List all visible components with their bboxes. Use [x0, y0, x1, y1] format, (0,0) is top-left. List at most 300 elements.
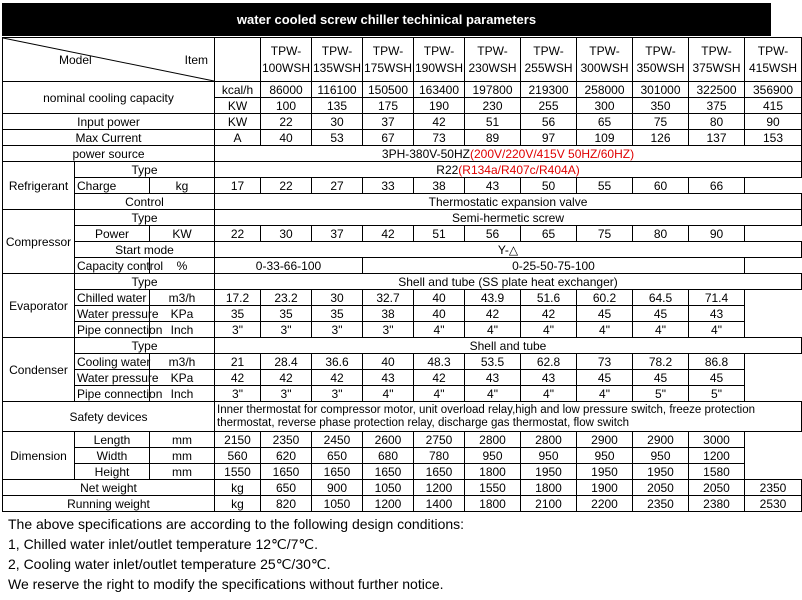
value-cell: 135: [312, 98, 363, 114]
value-cell: 23.2: [261, 290, 312, 306]
value-cell: 86.8: [689, 354, 745, 370]
unit-cell: kg: [215, 496, 261, 512]
span-value: 0-25-50-75-100: [363, 258, 745, 274]
value-cell: 1550: [215, 464, 261, 480]
value-cell: 2600: [363, 432, 414, 448]
design-notes: [8, 514, 464, 594]
value-cell: 75: [577, 226, 633, 242]
value-cell: 27: [312, 178, 363, 194]
safety-devices-value: Inner thermostat for compressor motor, unit overload relay,high and low pressure switch, freeze protection thermostat, reverse phase protection relay, discharge gas thermostat, flow switch: [215, 402, 802, 432]
span-value: 0-33-66-100: [215, 258, 363, 274]
value-cell: 126: [633, 130, 689, 146]
spec-table: [2, 37, 802, 512]
group-label: Refrigerant: [3, 162, 75, 210]
value-cell: 5": [633, 386, 689, 402]
value-cell: 30: [312, 290, 363, 306]
value-cell: 1050: [312, 496, 363, 512]
model-header-cell: [414, 38, 465, 82]
table-row: [3, 178, 802, 194]
value-cell: 2800: [521, 432, 577, 448]
value-cell: 4": [465, 322, 521, 338]
unit-cell: mm: [150, 464, 215, 480]
model-header-cell: [577, 38, 633, 82]
value-cell: 45: [577, 306, 633, 322]
value-cell: 3000: [689, 432, 745, 448]
model-prefix: TPW-: [645, 43, 676, 58]
table-row: [3, 82, 802, 98]
table-row: [3, 274, 802, 290]
value-cell: 415: [745, 98, 802, 114]
table-row: [3, 402, 802, 432]
value-cell: 4": [465, 386, 521, 402]
value-cell: 197800: [465, 82, 521, 98]
value-cell: 22: [215, 226, 261, 242]
value-cell: 3": [312, 322, 363, 338]
value-cell: 36.6: [312, 354, 363, 370]
value-cell: 42: [312, 370, 363, 386]
model-code: 300WSH: [580, 60, 629, 75]
value-cell: 680: [363, 448, 414, 464]
value-cell: 90: [689, 226, 745, 242]
value-cell: 300: [577, 98, 633, 114]
value-cell: 42: [465, 306, 521, 322]
row-label: Width: [75, 448, 150, 464]
value-cell: 1550: [465, 480, 521, 496]
unit-cell: %: [150, 258, 215, 274]
model-prefix: TPW-: [270, 43, 302, 58]
value-cell: 80: [633, 226, 689, 242]
value-cell: 950: [521, 448, 577, 464]
value-cell: 28.4: [261, 354, 312, 370]
row-label: Input power: [3, 114, 215, 130]
value-cell: 116100: [312, 82, 363, 98]
value-cell: 22: [261, 178, 312, 194]
row-label: Type: [75, 338, 215, 354]
table-row: [3, 242, 802, 258]
unit-cell: KPa: [150, 370, 215, 386]
value-cell: 175: [363, 98, 414, 114]
value-cell: 3": [312, 386, 363, 402]
row-label: Cooling water: [75, 354, 150, 370]
value-cell: 71.4: [689, 290, 745, 306]
value-cell: 60: [633, 178, 689, 194]
value-cell: 53: [312, 130, 363, 146]
table-row: [3, 226, 802, 242]
value-cell: 560: [215, 448, 261, 464]
table-row: [3, 432, 802, 448]
value-cell: 100: [261, 98, 312, 114]
table-row: [3, 162, 802, 178]
value-cell: 4": [521, 386, 577, 402]
row-label: nominal cooling capacity: [3, 82, 215, 114]
value-cell: 1950: [633, 464, 689, 480]
value-cell: 2450: [312, 432, 363, 448]
value-cell: 55: [577, 178, 633, 194]
spec-table-body: [3, 38, 802, 512]
model-code: 255WSH: [524, 60, 573, 75]
table-row: [3, 496, 802, 512]
value-cell: 1200: [689, 448, 745, 464]
unit-cell: KW: [150, 226, 215, 242]
value-cell: 301000: [633, 82, 689, 98]
value-cell: 37: [312, 226, 363, 242]
model-prefix: TPW-: [423, 43, 455, 58]
value-cell: 50: [521, 178, 577, 194]
row-label: Type: [75, 162, 215, 178]
value-cell: 150500: [363, 82, 414, 98]
value-cell: 67: [363, 130, 414, 146]
value-cell: 4": [633, 322, 689, 338]
value-cell: 42: [414, 114, 465, 130]
value-cell: 190: [414, 98, 465, 114]
table-row: [3, 194, 802, 210]
value-cell: 1650: [414, 464, 465, 480]
model-code: 230WSH: [468, 60, 517, 75]
value-cell: 219300: [521, 82, 577, 98]
value-cell: 350: [633, 98, 689, 114]
span-value: Semi-hermetic screw: [215, 210, 802, 226]
model-header-cell: [363, 38, 414, 82]
span-value: Thermostatic expansion valve: [215, 194, 802, 210]
value-cell: 35: [261, 306, 312, 322]
spec-alternatives: (R134a/R407c/R404A): [458, 162, 580, 177]
table-row: [3, 448, 802, 464]
spec-main: R22: [436, 162, 459, 177]
value-cell: 40: [261, 130, 312, 146]
value-cell: 2050: [689, 480, 745, 496]
value-cell: 1650: [363, 464, 414, 480]
group-label: Compressor: [3, 210, 75, 274]
value-cell: 5": [689, 386, 745, 402]
row-label: Running weight: [3, 496, 215, 512]
unit-cell: kg: [215, 480, 261, 496]
value-cell: 42: [414, 370, 465, 386]
value-cell: 1900: [577, 480, 633, 496]
value-cell: 38: [414, 178, 465, 194]
value-cell: 43: [465, 178, 521, 194]
value-cell: 950: [465, 448, 521, 464]
note-line: The above specifications are according to the following design conditions:: [8, 516, 465, 532]
row-label: Length: [75, 432, 150, 448]
value-cell: 950: [633, 448, 689, 464]
value-cell: 17: [215, 178, 261, 194]
row-label: Start mode: [75, 242, 215, 258]
value-cell: 89: [465, 130, 521, 146]
model-header-cell: [521, 38, 577, 82]
value-cell: 51.6: [521, 290, 577, 306]
value-cell: 90: [745, 114, 802, 130]
row-label: power source: [3, 146, 215, 162]
value-cell: 4": [363, 386, 414, 402]
model-prefix: TPW-: [589, 43, 620, 58]
model-header-cell: [689, 38, 745, 82]
value-cell: 1950: [521, 464, 577, 480]
value-cell: 33: [363, 178, 414, 194]
row-label: Water pressure: [75, 370, 150, 386]
value-cell: 43.9: [465, 290, 521, 306]
value-cell: 2350: [261, 432, 312, 448]
value-cell: 32.7: [363, 290, 414, 306]
value-cell: 1650: [261, 464, 312, 480]
value-cell: 375: [689, 98, 745, 114]
power-source-value: [215, 146, 802, 162]
value-cell: 1800: [465, 496, 521, 512]
value-cell: 42: [215, 370, 261, 386]
row-label: Height: [75, 464, 150, 480]
table-row: [3, 322, 802, 338]
model-prefix: TPW-: [321, 43, 353, 58]
value-cell: 66: [689, 178, 745, 194]
value-cell: 950: [577, 448, 633, 464]
row-label: Net weight: [3, 480, 215, 496]
unit-cell: Inch: [150, 386, 215, 402]
value-cell: 45: [577, 370, 633, 386]
value-cell: 258000: [577, 82, 633, 98]
value-cell: 4": [414, 322, 465, 338]
unit-header: [215, 38, 261, 82]
unit-cell: mm: [150, 448, 215, 464]
value-cell: 356900: [745, 82, 802, 98]
unit-cell: mm: [150, 432, 215, 448]
model-prefix: TPW-: [477, 43, 508, 58]
value-cell: 75: [633, 114, 689, 130]
model-code: 175WSH: [364, 60, 413, 75]
model-item-header: [3, 38, 215, 82]
item-header-label: Item: [184, 53, 208, 67]
table-row: [3, 370, 802, 386]
model-header-cell: [465, 38, 521, 82]
model-header-cell: [633, 38, 689, 82]
table-row: [3, 290, 802, 306]
row-label: Pipe connection: [75, 322, 150, 338]
value-cell: 2380: [689, 496, 745, 512]
model-code: 190WSH: [415, 60, 464, 75]
value-cell: 109: [577, 130, 633, 146]
note-line: We reserve the right to modify the specifications without further notice.: [8, 576, 444, 592]
span-value: Shell and tube (SS plate heat exchanger): [215, 274, 802, 290]
group-label: Condenser: [3, 338, 75, 402]
value-cell: 60.2: [577, 290, 633, 306]
value-cell: 1400: [414, 496, 465, 512]
diagonal-divider: [3, 38, 214, 81]
unit-cell: Inch: [150, 322, 215, 338]
value-cell: 1800: [521, 480, 577, 496]
row-label: Charge: [75, 178, 150, 194]
row-label: Type: [75, 274, 215, 290]
value-cell: 42: [261, 370, 312, 386]
value-cell: 62.8: [521, 354, 577, 370]
row-label: Max Current: [3, 130, 215, 146]
row-label: Control: [75, 194, 215, 210]
model-header-label: Model: [59, 53, 92, 67]
spec-main: 3PH-380V-50HZ: [381, 146, 470, 161]
value-cell: 56: [521, 114, 577, 130]
unit-cell: kg: [150, 178, 215, 194]
unit-cell: A: [215, 130, 261, 146]
value-cell: 322500: [689, 82, 745, 98]
value-cell: 65: [577, 114, 633, 130]
value-cell: 780: [414, 448, 465, 464]
row-label: Safety devices: [3, 402, 215, 432]
table-row: [3, 338, 802, 354]
value-cell: 38: [363, 306, 414, 322]
model-code: 100WSH: [262, 60, 311, 75]
value-cell: 1050: [363, 480, 414, 496]
note-line: 2, Cooling water inlet/outlet temperature 25℃/30℃.: [8, 556, 331, 572]
table-row: [3, 386, 802, 402]
value-cell: 73: [414, 130, 465, 146]
model-code: 375WSH: [692, 60, 741, 75]
row-label: Type: [75, 210, 215, 226]
row-label: Chilled water: [75, 290, 150, 306]
table-row: [3, 258, 802, 274]
table-row: [3, 464, 802, 480]
model-header-cell: [312, 38, 363, 82]
model-header-cell: [261, 38, 312, 82]
row-label: Water pressure: [75, 306, 150, 322]
value-cell: 40: [414, 306, 465, 322]
value-cell: 1200: [414, 480, 465, 496]
value-cell: 80: [689, 114, 745, 130]
row-label: Pipe connection: [75, 386, 150, 402]
table-row: [3, 480, 802, 496]
value-cell: 43: [465, 370, 521, 386]
unit-cell: m3/h: [150, 354, 215, 370]
unit-cell: KPa: [150, 306, 215, 322]
value-cell: 2100: [521, 496, 577, 512]
model-prefix: TPW-: [533, 43, 564, 58]
value-cell: 45: [633, 306, 689, 322]
value-cell: 1800: [465, 464, 521, 480]
value-cell: 163400: [414, 82, 465, 98]
value-cell: 820: [261, 496, 312, 512]
value-cell: 2900: [577, 432, 633, 448]
value-cell: 17.2: [215, 290, 261, 306]
value-cell: 30: [312, 114, 363, 130]
value-cell: 900: [312, 480, 363, 496]
value-cell: 2800: [465, 432, 521, 448]
value-cell: 78.2: [633, 354, 689, 370]
value-cell: 2050: [633, 480, 689, 496]
value-cell: 35: [312, 306, 363, 322]
value-cell: 230: [465, 98, 521, 114]
value-cell: 650: [312, 448, 363, 464]
spec-alternatives: (200V/220V/415V 50HZ/60HZ): [469, 146, 635, 161]
value-cell: 2200: [577, 496, 633, 512]
value-cell: 40: [363, 354, 414, 370]
value-cell: 73: [577, 354, 633, 370]
group-label: Dimension: [3, 432, 75, 480]
value-cell: 153: [745, 130, 802, 146]
value-cell: 1650: [312, 464, 363, 480]
model-prefix: TPW-: [757, 43, 789, 58]
table-row: [3, 130, 802, 146]
value-cell: 4": [414, 386, 465, 402]
value-cell: 43: [521, 370, 577, 386]
header-row: [3, 38, 802, 82]
model-code: 415WSH: [748, 60, 798, 75]
value-cell: 3": [215, 322, 261, 338]
value-cell: 3": [215, 386, 261, 402]
value-cell: 4": [577, 322, 633, 338]
value-cell: 1950: [577, 464, 633, 480]
model-code: 135WSH: [313, 60, 362, 75]
span-value: Y-△: [215, 242, 802, 258]
table-row: [3, 146, 802, 162]
value-cell: 30: [261, 226, 312, 242]
unit-cell: KW: [215, 114, 261, 130]
value-cell: 40: [414, 290, 465, 306]
value-cell: 4": [577, 386, 633, 402]
row-label: Capacity control: [75, 258, 150, 274]
refrigerant-value: [215, 162, 802, 178]
row-label: Power: [75, 226, 150, 242]
value-cell: 35: [215, 306, 261, 322]
span-value: Shell and tube: [215, 338, 802, 354]
value-cell: 3": [363, 322, 414, 338]
value-cell: 42: [521, 306, 577, 322]
value-cell: 650: [261, 480, 312, 496]
value-cell: 4": [521, 322, 577, 338]
model-code: 350WSH: [636, 60, 685, 75]
value-cell: 22: [261, 114, 312, 130]
value-cell: 1580: [689, 464, 745, 480]
note-line: 1, Chilled water inlet/outlet temperature 12℃/7℃.: [8, 536, 319, 552]
model-prefix: TPW-: [701, 43, 732, 58]
value-cell: 2530: [745, 496, 802, 512]
table-title: water cooled screw chiller techinical parameters: [2, 3, 771, 36]
value-cell: 2350: [633, 496, 689, 512]
value-cell: 97: [521, 130, 577, 146]
value-cell: 4": [689, 322, 745, 338]
unit-cell: kcal/h: [215, 82, 261, 98]
value-cell: 2350: [745, 480, 802, 496]
value-cell: 51: [465, 114, 521, 130]
unit-cell: m3/h: [150, 290, 215, 306]
unit-cell: KW: [215, 98, 261, 114]
value-cell: 43: [363, 370, 414, 386]
value-cell: 37: [363, 114, 414, 130]
value-cell: 43: [689, 306, 745, 322]
table-row: [3, 210, 802, 226]
value-cell: 2900: [633, 432, 689, 448]
table-row: [3, 306, 802, 322]
value-cell: 21: [215, 354, 261, 370]
model-prefix: TPW-: [372, 43, 404, 58]
group-label: Evaporator: [3, 274, 75, 338]
table-row: [3, 354, 802, 370]
value-cell: 1200: [363, 496, 414, 512]
value-cell: 255: [521, 98, 577, 114]
value-cell: 48.3: [414, 354, 465, 370]
value-cell: 53.5: [465, 354, 521, 370]
value-cell: 2150: [215, 432, 261, 448]
value-cell: 86000: [261, 82, 312, 98]
table-row: [3, 114, 802, 130]
value-cell: 51: [414, 226, 465, 242]
value-cell: 64.5: [633, 290, 689, 306]
model-header-cell: [745, 38, 802, 82]
value-cell: 620: [261, 448, 312, 464]
value-cell: 56: [465, 226, 521, 242]
value-cell: 3": [261, 386, 312, 402]
value-cell: 3": [261, 322, 312, 338]
value-cell: 45: [633, 370, 689, 386]
value-cell: 65: [521, 226, 577, 242]
value-cell: 2750: [414, 432, 465, 448]
value-cell: 45: [689, 370, 745, 386]
value-cell: 137: [689, 130, 745, 146]
